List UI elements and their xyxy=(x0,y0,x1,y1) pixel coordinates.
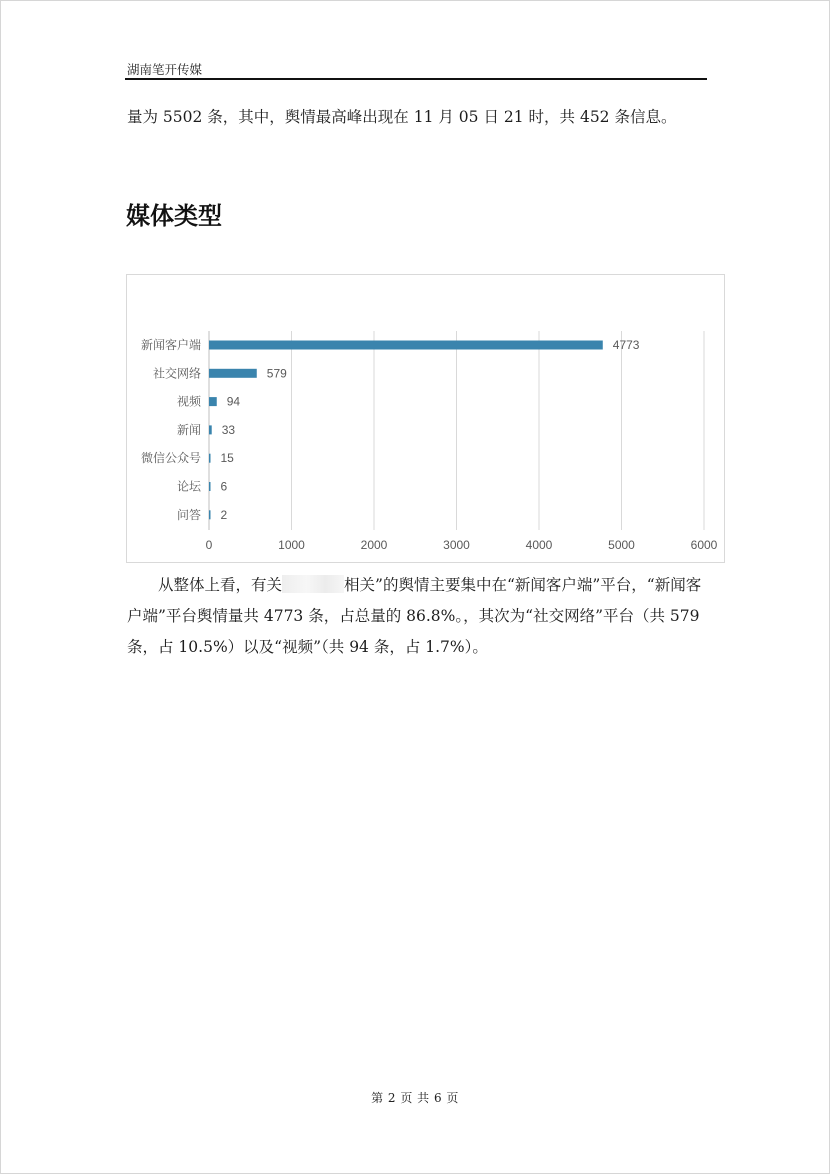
intro-paragraph: 量为 5502 条，其中，舆情最高峰出现在 11 月 05 日 21 时，共 452 条信息。 xyxy=(127,108,677,126)
bar xyxy=(209,341,603,350)
category-label: 问答 xyxy=(176,507,201,522)
summary-paragraph xyxy=(127,570,712,663)
data-label: 33 xyxy=(221,422,236,437)
chart-svg xyxy=(127,275,724,562)
bar xyxy=(209,454,211,463)
x-tick-label: 0 xyxy=(205,538,213,552)
category-label: 视频 xyxy=(176,394,201,409)
bar xyxy=(209,369,257,378)
bar xyxy=(209,397,217,406)
x-tick-label: 1000 xyxy=(278,538,305,552)
header-company: 湖南笔开传媒 xyxy=(127,62,203,77)
category-label: 微信公众号 xyxy=(140,451,201,466)
category-label: 社交网络 xyxy=(152,366,201,381)
data-label: 6 xyxy=(220,479,228,494)
category-label: 论坛 xyxy=(176,479,201,494)
redacted-block xyxy=(282,575,344,593)
page-footer: 第 2 页 共 6 页 xyxy=(371,1091,459,1105)
media-type-chart xyxy=(126,274,725,563)
data-label: 579 xyxy=(266,366,287,381)
x-tick-label: 3000 xyxy=(443,538,470,552)
summary-text-1: 从整体上看，有关 xyxy=(158,576,283,594)
data-label: 15 xyxy=(220,451,234,466)
header-rule xyxy=(125,78,707,80)
category-label: 新闻客户端 xyxy=(140,338,201,352)
data-label: 4773 xyxy=(612,338,640,352)
data-label: 2 xyxy=(220,507,228,522)
section-title: 媒体类型 xyxy=(126,202,222,230)
bar xyxy=(209,510,211,519)
x-tick-label: 5000 xyxy=(608,538,635,552)
x-tick-label: 6000 xyxy=(690,538,718,552)
category-label: 新闻 xyxy=(176,422,201,437)
data-label: 94 xyxy=(226,394,241,409)
bar xyxy=(209,482,211,491)
x-tick-label: 2000 xyxy=(360,538,388,552)
summary-text-2: 相关”的舆情主要集中在“新闻客户端”平台，“新闻客户端”平台舆情量共 4773 条，占总量的 86.8%。，其次为“社交网络”平台（共 579 条，占 10.5%）以及“视频”（共 94 条，占 1.7%）。 xyxy=(127,576,702,656)
bar xyxy=(209,425,212,434)
x-tick-label: 4000 xyxy=(525,538,553,552)
